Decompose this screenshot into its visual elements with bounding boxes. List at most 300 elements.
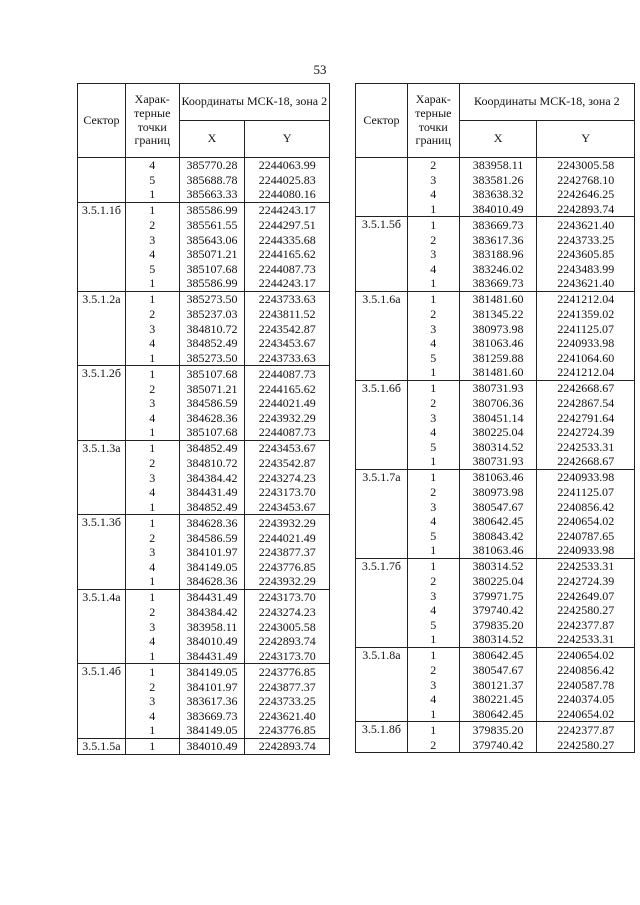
table-row <box>78 336 330 351</box>
point-cell: 1 <box>125 276 179 291</box>
y-cell: 2241125.07 <box>537 322 635 337</box>
sector-cell <box>356 543 408 558</box>
y-cell: 2241125.07 <box>537 485 635 500</box>
table-row <box>356 454 635 469</box>
table-row <box>356 514 635 529</box>
y-cell: 2241359.02 <box>537 307 635 322</box>
table-row <box>78 187 330 202</box>
point-cell: 3 <box>407 411 459 426</box>
y-cell: 2242893.74 <box>245 738 330 755</box>
x-cell: 380451.14 <box>459 411 537 426</box>
y-cell: 2242533.31 <box>537 558 635 574</box>
y-cell: 2240654.02 <box>537 514 635 529</box>
point-cell: 2 <box>407 307 459 322</box>
sector-cell <box>78 158 126 173</box>
sector-cell: 3.5.1.5б <box>356 217 408 233</box>
x-cell: 384384.42 <box>179 605 245 620</box>
point-cell: 1 <box>125 351 179 366</box>
point-cell: 4 <box>407 603 459 618</box>
sector-cell <box>356 500 408 515</box>
table-row <box>356 322 635 337</box>
point-cell: 1 <box>125 366 179 382</box>
x-cell: 384852.49 <box>179 500 245 515</box>
table-row <box>78 351 330 366</box>
x-cell: 384010.49 <box>179 634 245 649</box>
x-cell: 380731.93 <box>459 380 537 396</box>
x-cell: 384101.97 <box>179 680 245 695</box>
sector-cell <box>356 529 408 544</box>
sector-cell <box>356 187 408 202</box>
point-cell: 2 <box>125 382 179 397</box>
table-row <box>356 380 635 396</box>
sector-cell <box>356 351 408 366</box>
point-cell: 1 <box>407 291 459 307</box>
header-y: Y <box>245 121 330 158</box>
x-cell: 384384.42 <box>179 471 245 486</box>
point-cell: 5 <box>125 262 179 277</box>
point-cell: 2 <box>125 605 179 620</box>
header-y: Y <box>537 121 635 158</box>
x-cell: 383638.32 <box>459 187 537 202</box>
header-points: Харак-терные точки границ <box>407 84 459 158</box>
sector-cell <box>356 365 408 380</box>
sector-cell <box>356 440 408 455</box>
point-cell: 1 <box>407 632 459 647</box>
sector-cell <box>78 620 126 635</box>
y-cell: 2243877.37 <box>245 680 330 695</box>
point-cell: 2 <box>407 574 459 589</box>
x-cell: 384586.59 <box>179 531 245 546</box>
y-cell: 2243776.85 <box>245 560 330 575</box>
x-cell: 385561.55 <box>179 218 245 233</box>
y-cell: 2242724.39 <box>537 574 635 589</box>
point-cell: 3 <box>407 247 459 262</box>
y-cell: 2242724.39 <box>537 425 635 440</box>
y-cell: 2240374.05 <box>537 692 635 707</box>
y-cell: 2243005.58 <box>537 158 635 173</box>
sector-cell <box>356 247 408 262</box>
table-row <box>356 500 635 515</box>
table-row <box>78 425 330 440</box>
sector-cell <box>356 262 408 277</box>
sector-cell <box>356 485 408 500</box>
sector-cell <box>356 618 408 633</box>
y-cell: 2243621.40 <box>537 276 635 291</box>
table-body-left <box>78 158 330 755</box>
point-cell: 3 <box>407 173 459 188</box>
table-row <box>356 529 635 544</box>
sector-cell <box>356 202 408 217</box>
x-cell: 381481.60 <box>459 291 537 307</box>
sector-cell <box>78 471 126 486</box>
x-cell: 384431.49 <box>179 589 245 605</box>
sector-cell: 3.5.1.8б <box>356 722 408 738</box>
sector-cell <box>78 262 126 277</box>
y-cell: 2244165.62 <box>245 382 330 397</box>
point-cell: 1 <box>407 469 459 485</box>
table-row <box>78 440 330 456</box>
table-row <box>78 276 330 291</box>
x-cell: 383669.73 <box>459 276 537 291</box>
y-cell: 2244087.73 <box>245 425 330 440</box>
y-cell: 2244063.99 <box>245 158 330 173</box>
point-cell: 1 <box>407 217 459 233</box>
header-x: X <box>179 121 245 158</box>
y-cell: 2243453.67 <box>245 336 330 351</box>
sector-cell <box>78 500 126 515</box>
sector-cell <box>78 173 126 188</box>
point-cell: 4 <box>125 336 179 351</box>
point-cell: 2 <box>125 307 179 322</box>
point-cell: 4 <box>125 485 179 500</box>
point-cell: 1 <box>407 380 459 396</box>
table-row <box>356 396 635 411</box>
sector-cell <box>356 738 408 753</box>
y-cell: 2243274.23 <box>245 605 330 620</box>
point-cell: 5 <box>125 173 179 188</box>
point-cell: 5 <box>407 351 459 366</box>
sector-cell <box>78 680 126 695</box>
table-row <box>78 322 330 337</box>
y-cell: 2240933.98 <box>537 543 635 558</box>
table-row <box>78 620 330 635</box>
x-cell: 383617.36 <box>459 233 537 248</box>
table-row <box>356 663 635 678</box>
sector-cell <box>356 396 408 411</box>
point-cell: 1 <box>125 664 179 680</box>
point-cell: 4 <box>125 634 179 649</box>
y-cell: 2243733.25 <box>245 694 330 709</box>
y-cell: 2243483.99 <box>537 262 635 277</box>
y-cell: 2244243.17 <box>245 276 330 291</box>
x-cell: 384628.36 <box>179 574 245 589</box>
x-cell: 383669.73 <box>179 709 245 724</box>
x-cell: 385643.06 <box>179 233 245 248</box>
table-row <box>78 158 330 173</box>
table-row <box>78 262 330 277</box>
table-row <box>78 411 330 426</box>
table-row <box>356 291 635 307</box>
x-cell: 381063.46 <box>459 469 537 485</box>
y-cell: 2243621.40 <box>537 217 635 233</box>
table-row <box>356 307 635 322</box>
point-cell: 3 <box>407 500 459 515</box>
x-cell: 384149.05 <box>179 560 245 575</box>
y-cell: 2244165.62 <box>245 247 330 262</box>
x-cell: 384149.05 <box>179 664 245 680</box>
table-row <box>78 307 330 322</box>
point-cell: 1 <box>407 365 459 380</box>
point-cell: 4 <box>125 709 179 724</box>
sector-cell: 3.5.1.3а <box>78 440 126 456</box>
point-cell: 1 <box>125 425 179 440</box>
sector-cell <box>78 336 126 351</box>
table-row <box>78 233 330 248</box>
y-cell: 2243776.85 <box>245 723 330 738</box>
y-cell: 2240856.42 <box>537 500 635 515</box>
y-cell: 2242646.25 <box>537 187 635 202</box>
sector-cell <box>356 322 408 337</box>
x-cell: 384852.49 <box>179 336 245 351</box>
sector-cell: 3.5.1.4б <box>78 664 126 680</box>
point-cell: 1 <box>125 723 179 738</box>
table-row <box>78 500 330 515</box>
x-cell: 380706.36 <box>459 396 537 411</box>
y-cell: 2243173.70 <box>245 589 330 605</box>
point-cell: 5 <box>407 618 459 633</box>
y-cell: 2243776.85 <box>245 664 330 680</box>
y-cell: 2240587.78 <box>537 678 635 693</box>
x-cell: 380642.45 <box>459 707 537 722</box>
x-cell: 380314.52 <box>459 632 537 647</box>
point-cell: 5 <box>407 529 459 544</box>
y-cell: 2240787.65 <box>537 529 635 544</box>
y-cell: 2241212.04 <box>537 291 635 307</box>
table-row <box>78 515 330 531</box>
point-cell: 4 <box>407 692 459 707</box>
header-coordinates: Координаты МСК-18, зона 2 <box>459 84 634 121</box>
table-row <box>356 411 635 426</box>
y-cell: 2244087.73 <box>245 366 330 382</box>
sector-cell <box>356 454 408 469</box>
x-cell: 380843.42 <box>459 529 537 544</box>
table-row <box>78 680 330 695</box>
y-cell: 2242791.64 <box>537 411 635 426</box>
sector-cell <box>356 514 408 529</box>
sector-cell: 3.5.1.4а <box>78 589 126 605</box>
sector-cell <box>78 322 126 337</box>
y-cell: 2242893.74 <box>245 634 330 649</box>
table-row <box>356 276 635 291</box>
sector-cell <box>356 336 408 351</box>
point-cell: 4 <box>407 187 459 202</box>
table-row <box>78 382 330 397</box>
sector-cell <box>78 605 126 620</box>
table-row <box>78 560 330 575</box>
point-cell: 1 <box>407 558 459 574</box>
table-row <box>78 366 330 382</box>
point-cell: 1 <box>125 649 179 664</box>
header-sector: Сектор <box>78 84 126 158</box>
point-cell: 3 <box>125 233 179 248</box>
table-row <box>78 471 330 486</box>
x-cell: 383958.11 <box>179 620 245 635</box>
table-row <box>356 618 635 633</box>
coordinates-table-right <box>355 83 635 753</box>
page-number: 53 <box>313 62 327 77</box>
table-row <box>78 396 330 411</box>
table-row <box>356 351 635 366</box>
point-cell: 3 <box>125 545 179 560</box>
table-row <box>356 574 635 589</box>
table-row <box>356 469 635 485</box>
x-cell: 381345.22 <box>459 307 537 322</box>
sector-cell <box>356 603 408 618</box>
x-cell: 380547.67 <box>459 663 537 678</box>
table-row <box>78 709 330 724</box>
x-cell: 381063.46 <box>459 543 537 558</box>
point-cell: 1 <box>125 187 179 202</box>
x-cell: 379971.75 <box>459 589 537 604</box>
point-cell: 4 <box>125 247 179 262</box>
x-cell: 384010.49 <box>459 202 537 217</box>
y-cell: 2244243.17 <box>245 202 330 218</box>
header-sector: Сектор <box>356 84 408 158</box>
y-cell: 2243811.52 <box>245 307 330 322</box>
y-cell: 2242533.31 <box>537 632 635 647</box>
y-cell: 2244335.68 <box>245 233 330 248</box>
point-cell: 1 <box>125 202 179 218</box>
sector-cell <box>78 709 126 724</box>
table-row <box>78 634 330 649</box>
y-cell: 2243733.25 <box>537 233 635 248</box>
sector-cell <box>78 425 126 440</box>
x-cell: 383246.02 <box>459 262 537 277</box>
y-cell: 2242580.27 <box>537 603 635 618</box>
table-row <box>78 589 330 605</box>
sector-cell <box>78 382 126 397</box>
table-row <box>356 336 635 351</box>
y-cell: 2241064.60 <box>537 351 635 366</box>
header-coordinates: Координаты МСК-18, зона 2 <box>179 84 329 121</box>
y-cell: 2242377.87 <box>537 722 635 738</box>
x-cell: 379835.20 <box>459 722 537 738</box>
x-cell: 384852.49 <box>179 440 245 456</box>
point-cell: 4 <box>125 411 179 426</box>
x-cell: 379740.42 <box>459 603 537 618</box>
y-cell: 2242580.27 <box>537 738 635 753</box>
point-cell: 4 <box>407 336 459 351</box>
sector-cell <box>356 632 408 647</box>
point-cell: 1 <box>407 543 459 558</box>
point-cell: 3 <box>407 678 459 693</box>
x-cell: 383958.11 <box>459 158 537 173</box>
sector-cell: 3.5.1.2а <box>78 291 126 307</box>
sector-cell: 3.5.1.8а <box>356 647 408 663</box>
header-points: Харак-терные точки границ <box>125 84 179 158</box>
x-cell: 385107.68 <box>179 425 245 440</box>
sector-cell: 3.5.1.7а <box>356 469 408 485</box>
x-cell: 384810.72 <box>179 456 245 471</box>
x-cell: 385586.99 <box>179 202 245 218</box>
table-row <box>356 187 635 202</box>
point-cell: 3 <box>407 589 459 604</box>
x-cell: 385770.28 <box>179 158 245 173</box>
x-cell: 384628.36 <box>179 411 245 426</box>
y-cell: 2244080.16 <box>245 187 330 202</box>
y-cell: 2244087.73 <box>245 262 330 277</box>
x-cell: 383188.96 <box>459 247 537 262</box>
x-cell: 380547.67 <box>459 500 537 515</box>
x-cell: 380731.93 <box>459 454 537 469</box>
x-cell: 384628.36 <box>179 515 245 531</box>
table-row <box>356 678 635 693</box>
sector-cell <box>78 634 126 649</box>
sector-cell: 3.5.1.5а <box>78 738 126 755</box>
x-cell: 383617.36 <box>179 694 245 709</box>
x-cell: 384431.49 <box>179 649 245 664</box>
point-cell: 1 <box>407 722 459 738</box>
y-cell: 2243932.29 <box>245 574 330 589</box>
y-cell: 2240654.02 <box>537 647 635 663</box>
point-cell: 3 <box>125 322 179 337</box>
point-cell: 2 <box>125 680 179 695</box>
y-cell: 2240856.42 <box>537 663 635 678</box>
y-cell: 2243274.23 <box>245 471 330 486</box>
table-row <box>78 247 330 262</box>
x-cell: 380973.98 <box>459 322 537 337</box>
point-cell: 2 <box>407 663 459 678</box>
sector-cell <box>356 158 408 173</box>
table-row <box>78 218 330 233</box>
sector-cell <box>356 707 408 722</box>
x-cell: 385273.50 <box>179 351 245 366</box>
x-cell: 379835.20 <box>459 618 537 633</box>
y-cell: 2243733.63 <box>245 351 330 366</box>
point-cell: 1 <box>407 454 459 469</box>
sector-cell <box>78 307 126 322</box>
y-cell: 2243621.40 <box>245 709 330 724</box>
sector-cell <box>78 233 126 248</box>
x-cell: 380314.52 <box>459 558 537 574</box>
x-cell: 385688.78 <box>179 173 245 188</box>
sector-cell <box>356 663 408 678</box>
table-row <box>356 173 635 188</box>
point-cell: 1 <box>125 440 179 456</box>
point-cell: 2 <box>407 738 459 753</box>
point-cell: 4 <box>407 262 459 277</box>
table-row <box>356 647 635 663</box>
table-row <box>78 738 330 755</box>
point-cell: 1 <box>125 515 179 531</box>
x-cell: 384101.97 <box>179 545 245 560</box>
table-row <box>78 664 330 680</box>
table-row <box>356 543 635 558</box>
y-cell: 2243542.87 <box>245 322 330 337</box>
point-cell: 2 <box>407 485 459 500</box>
y-cell: 2243932.29 <box>245 411 330 426</box>
table-row <box>356 202 635 217</box>
sector-cell: 3.5.1.1б <box>78 202 126 218</box>
table-row <box>78 574 330 589</box>
table-row <box>78 291 330 307</box>
table-row <box>356 558 635 574</box>
table-row <box>78 605 330 620</box>
y-cell: 2243605.85 <box>537 247 635 262</box>
sector-cell: 3.5.1.6б <box>356 380 408 396</box>
x-cell: 381481.60 <box>459 365 537 380</box>
y-cell: 2243877.37 <box>245 545 330 560</box>
point-cell: 1 <box>125 291 179 307</box>
point-cell: 4 <box>125 560 179 575</box>
y-cell: 2242533.31 <box>537 440 635 455</box>
table-row <box>78 531 330 546</box>
table-row <box>78 202 330 218</box>
point-cell: 1 <box>125 500 179 515</box>
table-row <box>356 233 635 248</box>
sector-cell <box>78 351 126 366</box>
table-row <box>356 485 635 500</box>
table-row <box>356 603 635 618</box>
x-cell: 380973.98 <box>459 485 537 500</box>
table-row <box>356 632 635 647</box>
point-cell: 3 <box>407 322 459 337</box>
sector-cell <box>78 723 126 738</box>
sector-cell <box>356 589 408 604</box>
point-cell: 2 <box>407 396 459 411</box>
sector-cell <box>356 692 408 707</box>
y-cell: 2243173.70 <box>245 485 330 500</box>
